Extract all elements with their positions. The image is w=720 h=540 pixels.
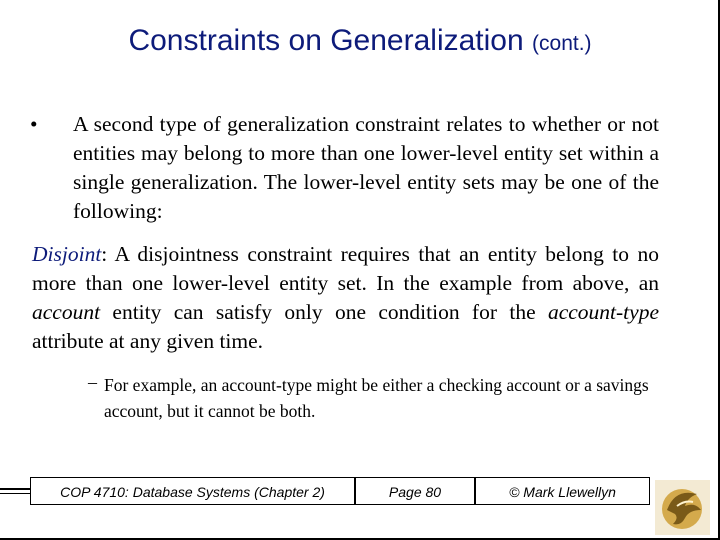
disjoint-term: Disjoint: [32, 242, 102, 266]
disjoint-paragraph: [32, 240, 659, 356]
account-type-term: account-type: [547, 300, 659, 324]
bullet-icon: •: [30, 112, 38, 136]
sub-bullet: For example, an account-type might be either a checking account or a savings account, but it cannot be both.: [104, 375, 649, 421]
dash-bullet-icon: –: [88, 372, 97, 392]
footer-page: Page 80: [355, 477, 475, 505]
slide-title: [0, 24, 720, 58]
bullet-paragraph: A second type of generalization constraint relates to whether or not entities may belong to more than one lower-level entity set within a single generalization. The lower-level entity sets may be one of the following:: [73, 112, 659, 223]
disjoint-text-3: attribute at any given time.: [32, 329, 264, 353]
ucf-pegasus-logo-icon: [655, 480, 710, 535]
account-term: account: [32, 300, 101, 324]
disjoint-text-1: : A disjointness constraint requires that an entity belong to no more than one lower-level entity set. In the example from above, an: [32, 242, 659, 295]
footer-course: COP 4710: Database Systems (Chapter 2): [30, 477, 355, 505]
footer-author: © Mark Llewellyn: [475, 477, 650, 505]
title-main: Constraints on Generalization: [128, 24, 524, 57]
disjoint-text-2: entity can satisfy only one condition for the: [100, 300, 548, 324]
title-suffix: (cont.): [532, 32, 592, 55]
